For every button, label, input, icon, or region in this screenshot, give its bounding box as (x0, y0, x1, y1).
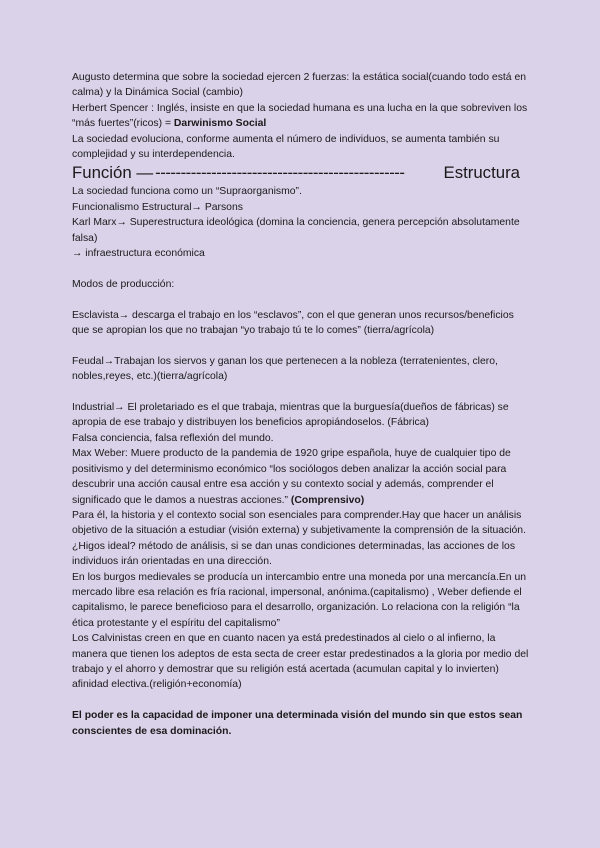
paragraph-esclavista: Esclavista→ descarga el trabajo en los “esclavos”, con el que generan unos recursos/beneficios que se apropian los que no trabajan “yo trabajo tú te lo comes” (tierra/agrícola) (72, 309, 514, 337)
paragraph-feudal: Feudal→Trabajan los siervos y ganan los que pertenecen a la nobleza (terratenientes, clero, nobles,reyes, etc.)(tierra/agrícola) (72, 355, 498, 383)
paragraph-parsons: Funcionalismo Estructural→ Parsons (72, 201, 243, 213)
heading-dashes: ------------------------------------------------- (155, 163, 405, 183)
heading-right: Estructura (443, 163, 520, 183)
paragraph-marx: Karl Marx→ Superestructura ideológica (domina la conciencia, genera percepción absolutamente falsa) (72, 217, 520, 244)
bold-term-comprensivo: (Comprensivo) (290, 494, 365, 506)
paragraph-spencer: Herbert Spencer : Inglés, insiste en que la sociedad humana es una lucha en la que sobreviven los “más fuertes”(ricos) = Darwinismo Social (72, 102, 528, 130)
paragraph-burgos: En los burgos medievales se producía un intercambio entre una moneda por una mercancía.En un mercado libre esa relación es fría racional, impersonal, anónima.(capitalismo) , Weber defiende el capitalismo, le parece beneficioso para el desarrollo, organización. Lo relaciona con la religión “la ética protestante y el espíritu del capitalismo” (72, 571, 526, 629)
paragraph-infraestructura: → infraestructura económica (72, 248, 205, 260)
spacer (72, 261, 532, 276)
paragraph-historia: Para él, la historia y el contexto social son esenciales para comprender.Hay que hacer un análisis objetivo de la situación a estudiar (visión externa) y subjetivamente la comprensión de la situación. (72, 509, 526, 537)
paragraph-augusto: Augusto determina que sobre la sociedad ejercen 2 fuerzas: la estática social(cuando todo está en calma) y la Dinámica Social (cambio) (72, 72, 527, 99)
paragraph-falsa-conciencia: Falsa conciencia, falsa reflexión del mundo. (72, 432, 274, 444)
section-heading-funcion-estructura (72, 162, 520, 184)
paragraph-weber: Max Weber: Muere producto de la pandemia de 1920 gripe española, huye de cualquier tipo de positivismo y del determinismo económico “los sociólogos deben analizar la acción social para descubrir una acción causal entre esa acción y su contexto social y además, comprender el significado que le damos a nuestras acciones.” (Comprensivo) (72, 448, 511, 506)
spacer (72, 693, 532, 708)
paragraph-evoluciona: La sociedad evoluciona, conforme aumenta el número de individuos, se aumenta también su complejidad y su interdependencia. (72, 133, 500, 161)
document-body (72, 70, 532, 739)
paragraph-supraorganismo: La sociedad funciona como un “Supraorganismo”. (72, 186, 302, 198)
paragraph-higos-ideal: ¿Higos ideal? método de análisis, si se dan unas condiciones determinadas, las acciones de los individuos irán orientadas en una dirección. (72, 540, 516, 568)
spacer (72, 385, 532, 400)
bold-term-darwinismo: Darwinismo Social (173, 118, 267, 130)
spacer (72, 338, 532, 353)
paragraph-poder: El poder es la capacidad de imponer una determinada visión del mundo sin que estos sean conscientes de esa dominación. (72, 710, 523, 737)
heading-left: Función — (72, 163, 154, 183)
paragraph-industrial: Industrial→ El proletariado es el que trabaja, mientras que la burguesía(dueños de fábricas) se apropia de ese trabajo y distribuyen los beneficios apropiándoselos. (Fábrica) (72, 402, 509, 429)
paragraph-modos: Modos de producción: (72, 278, 175, 290)
spacer (72, 292, 532, 307)
paragraph-afinidad: afinidad electiva.(religión+economía) (72, 679, 242, 691)
paragraph-calvinistas: Los Calvinistas creen en que en cuanto nacen ya está predestinados al cielo o al infierno, la manera que tienen los adeptos de esta secta de creer estar predestinados a la gloria por medio del trabajo y el ahorro y demostrar que su religión está acertada (acumulan capital y lo invierten) (72, 633, 529, 675)
